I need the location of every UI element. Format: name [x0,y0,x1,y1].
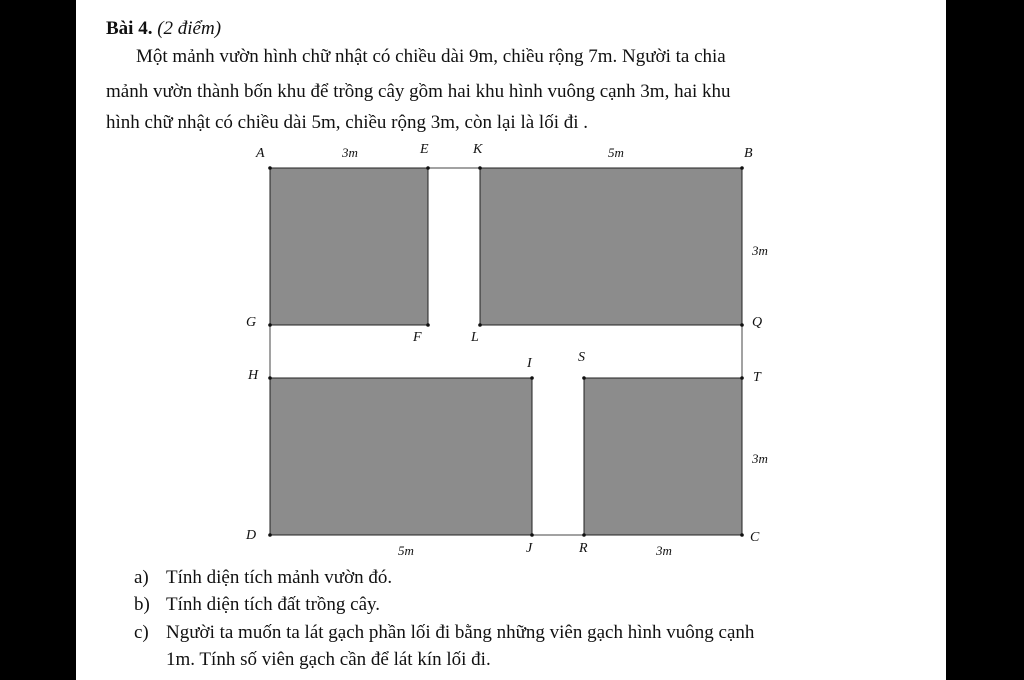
dim-kb: 5m [608,145,624,160]
dim-tc: 3m [752,451,768,466]
label-b: B [744,146,753,161]
label-c: C [750,530,760,545]
question-c-line-2: 1m. Tính số viên gạch cần để lát kín lối đi. [166,649,491,670]
vertex-s [582,376,586,380]
label-r: R [579,541,588,556]
vertex-c [740,533,744,537]
vertex-i [530,376,534,380]
label-q: Q [752,315,763,330]
vertex-d [268,533,272,537]
question-b-marker: b) [134,594,150,615]
plot-ag-square [270,168,428,325]
vertex-g [268,323,272,327]
vertex-k [478,166,482,170]
label-t: T [753,370,761,385]
vertex-a [268,166,272,170]
label-l: L [471,330,479,345]
dim-ae: 3m [342,145,358,160]
vertex-t [740,376,744,380]
label-g: G [246,315,257,330]
label-d: D [246,528,257,543]
label-s: S [578,350,585,365]
question-a-marker: a) [134,567,149,588]
plot-kb-rectangle [480,168,742,325]
question-b: Tính diện tích đất trồng cây. [166,594,381,615]
label-a: A [256,146,265,161]
label-j: J [526,541,533,556]
vertex-b [740,166,744,170]
label-i: I [527,356,532,371]
question-a: Tính diện tích mảnh vườn đó. [166,567,393,588]
vertex-j [530,533,534,537]
dim-rc: 3m [656,543,672,558]
vertex-h [268,376,272,380]
problem-line-1: Một mảnh vườn hình chữ nhật có chiều dài 9m, chiều rộng 7m. Người ta chia [136,46,726,67]
label-e: E [420,142,429,157]
problem-number: Bài 4. [106,18,153,39]
worksheet-page [76,0,946,680]
question-c-line-1: Người ta muốn ta lát gạch phần lối đi bằng những viên gạch hình vuông cạnh [166,622,755,643]
problem-line-3: hình chữ nhật có chiều dài 5m, chiều rộng 3m, còn lại là lối đi . [106,112,589,133]
vertex-q [740,323,744,327]
dim-bq: 3m [752,243,768,258]
plot-hd-rectangle [270,378,532,535]
label-h: H [248,368,259,383]
vertex-l [478,323,482,327]
question-c-marker: c) [134,622,149,643]
vertex-r [582,533,586,537]
problem-line-2: mảnh vườn thành bốn khu để trồng cây gồm hai khu hình vuông cạnh 3m, hai khu [106,81,731,102]
problem-points: (2 điểm) [157,18,222,39]
plot-sc-square [584,378,742,535]
dim-dj: 5m [398,543,414,558]
vertex-f [426,323,430,327]
label-f: F [413,330,422,345]
label-k: K [473,142,483,157]
vertex-e [426,166,430,170]
